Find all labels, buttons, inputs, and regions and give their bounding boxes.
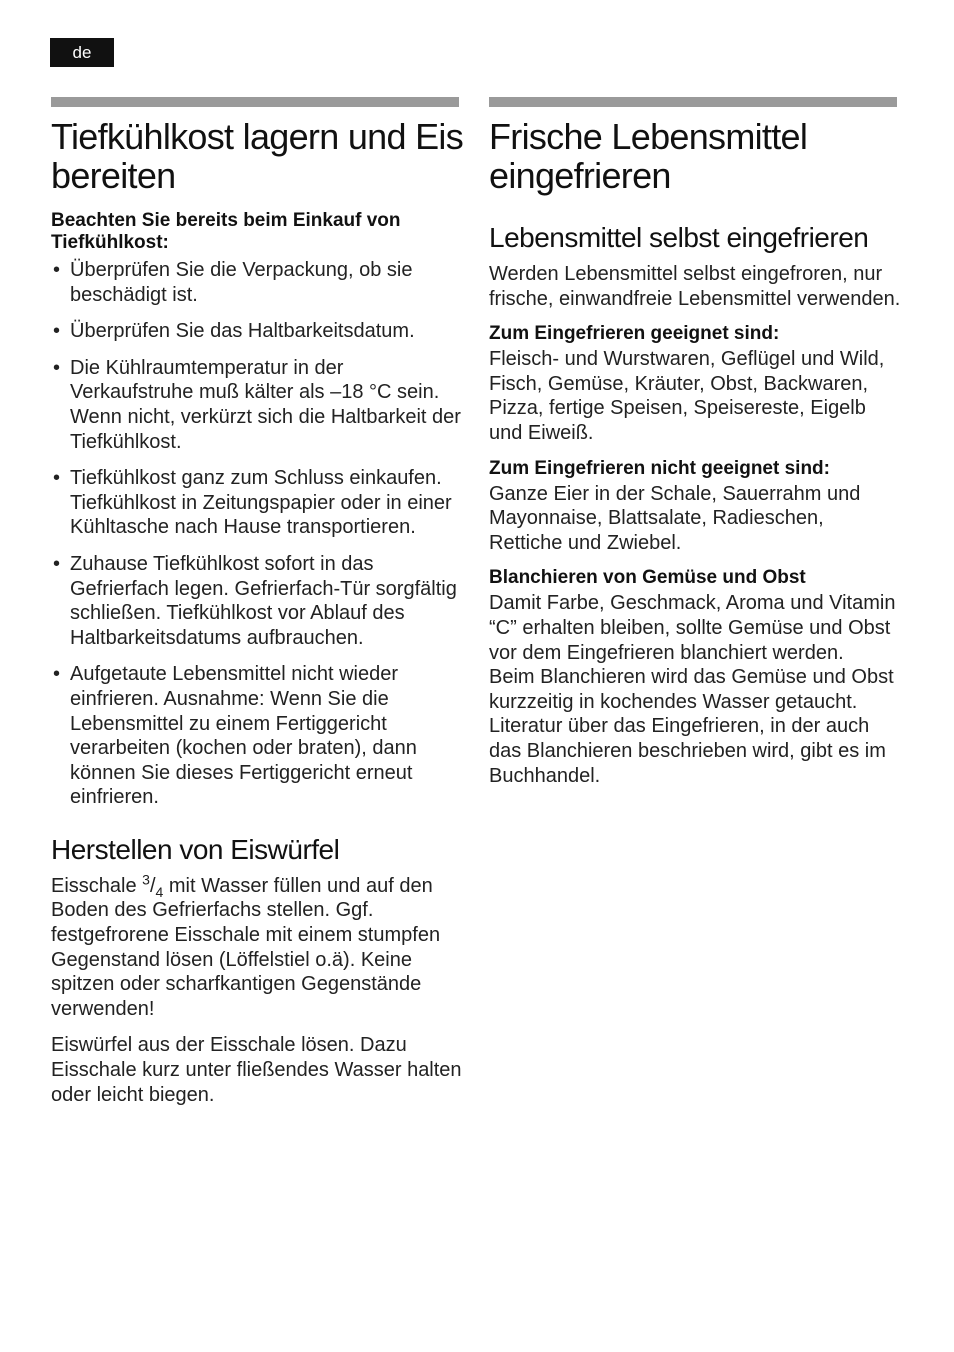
section-title: Tiefkühlkost lagern und Eis bereiten — [51, 116, 463, 196]
list-item: • Tiefkühlkost ganz zum Schluss einkaufen. Tiefkühlkost in Zeitungspapier oder in einer Kühltasche nach Hause transportieren. — [51, 466, 463, 540]
blanch-paragraph-2: Beim Blanchieren wird das Gemüse und Obst kurzzeitig in kochendes Wasser getaucht. — [489, 666, 894, 713]
unsuitable-heading: Zum Eingefrieren nicht geeignet sind: — [489, 457, 830, 479]
ice-paragraph-2: Eiswürfel aus der Eisschale lösen. Dazu Eisschale kurz unter fließendes Wasser halten oder leicht biegen. — [51, 1034, 462, 1106]
section-rule — [51, 97, 459, 107]
ice-text-b: mit Wasser füllen und auf den Boden des Gefrierfachs stellen. Ggf. festgefrorene Eisschale mit einem stumpfen Gegenstand lösen (Löffelstiel o.ä). Keine spitzen oder scharfkantigen Gegenstände verwenden! — [51, 874, 441, 1020]
list-item: • Überprüfen Sie das Haltbarkeitsdatum. — [51, 319, 463, 344]
intro-heading: Beachten Sie bereits beim Einkauf von Tiefkühlkost: — [51, 210, 401, 253]
list-item: • Zuhause Tiefkühlkost sofort in das Gefrierfach legen. Gefrierfach-Tür sorgfältig schließen. Tiefkühlkost vor Ablauf des Haltbarkeitsdatums aufbrauchen. — [51, 552, 463, 650]
fraction-slash: / — [149, 874, 156, 897]
ice-heading: Herstellen von Eiswürfel — [51, 833, 340, 865]
section-rule — [489, 97, 897, 107]
list-item: • Überprüfen Sie die Verpackung, ob sie beschädigt ist. — [51, 258, 463, 307]
left-column — [51, 97, 463, 1107]
list-item: • Die Kühlraumtemperatur in der Verkaufstruhe muß kälter als –18 °C sein. Wenn nicht, verkürzt sich die Haltbarkeit der Tiefkühlkost. — [51, 356, 463, 454]
subsection-title: Lebensmittel selbst eingefrieren — [489, 222, 869, 253]
suitable-paragraph: Fleisch- und Wurstwaren, Geflügel und Wild, Fisch, Gemüse, Kräuter, Obst, Backwaren, Pizza, fertige Speisen, Speisereste, Eigelb und Eiweiß. — [489, 348, 885, 444]
blanch-heading: Blanchieren von Gemüse und Obst — [489, 567, 806, 589]
fraction-denominator: 4 — [155, 883, 164, 900]
list-item: • Aufgetaute Lebensmittel nicht wieder einfrieren. Ausnahme: Wenn Sie die Lebensmittel zu einem Fertiggericht verarbeiten (kochen oder braten), dann können Sie dieses Fertiggericht erneut einfrieren. — [51, 662, 463, 810]
suitable-heading: Zum Eingefrieren geeignet sind: — [489, 323, 780, 345]
ice-text-a: Eisschale — [51, 874, 143, 897]
section-title: Frische Lebensmittel eingefrieren — [489, 116, 808, 196]
unsuitable-paragraph: Ganze Eier in der Schale, Sauerrahm und Mayonnaise, Blattsalate, Radieschen, Rettiche und Zwiebel. — [489, 482, 861, 554]
intro-paragraph: Werden Lebensmittel selbst eingefroren, nur frische, einwandfreie Lebensmittel verwenden. — [489, 263, 901, 310]
fraction-numerator: 3 — [142, 871, 150, 888]
right-column — [489, 97, 901, 788]
blanch-paragraph-1: Damit Farbe, Geschmack, Aroma und Vitamin “C” erhalten bleiben, sollte Gemüse und Obst vor dem Eingefrieren blanchiert werden. — [489, 592, 896, 664]
blanch-paragraph-3: Literatur über das Eingefrieren, in der auch das Blanchieren beschrieben wird, gibt es im Buchhandel. — [489, 715, 886, 787]
language-tag: de — [50, 38, 114, 67]
bullet-list — [51, 258, 463, 810]
ice-paragraph — [51, 871, 463, 1022]
